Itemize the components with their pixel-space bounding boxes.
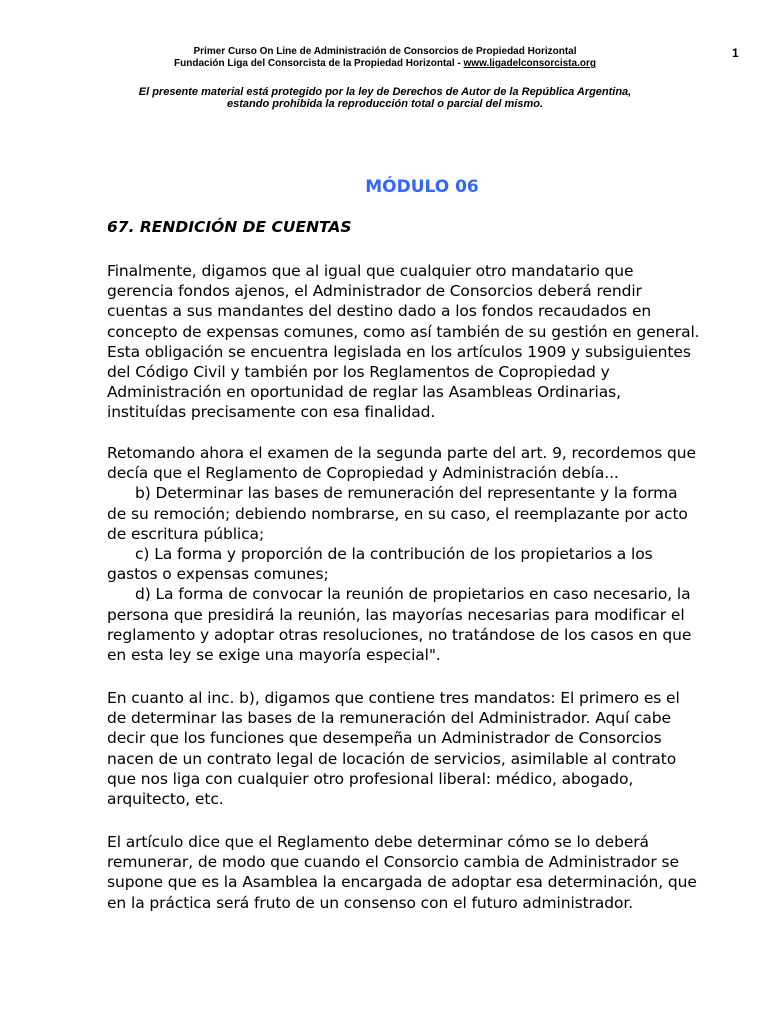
text-line: Finalmente, digamos que al igual que cualquier otro mandatario que <box>107 262 634 280</box>
text-line: en esta ley se exige una mayoría especial". <box>107 646 441 665</box>
text-line: instituídas precisamente con esa finalidad. <box>107 403 436 422</box>
text-line: que nos liga con cualquier otro profesional liberal: médico, abogado, <box>107 769 634 788</box>
text-line: gastos o expensas comunes; <box>107 565 329 584</box>
list-item-c: c) La forma y proporción de la contribución de los propietarios a los <box>135 545 653 564</box>
text-line: cuentas a sus mandantes del destino dado a los fondos recaudados en <box>107 302 652 321</box>
text-line: Esta obligación se encuentra legislada en los artículos 1909 y subsiguientes <box>107 342 691 361</box>
paragraph-3 <box>107 688 747 809</box>
paragraph-4 <box>107 832 747 913</box>
text-line: supone que es la Asamblea la encargada de adoptar esa determinación, que <box>107 873 697 892</box>
copyright-notice-line: El presente material está protegido por la ley de Derechos de Autor de la República Argentina, <box>138 86 632 98</box>
header-website-link[interactable]: www.ligadelconsorcista.org <box>463 58 596 69</box>
text-line: concepto de expensas comunes, como así también de su gestión en general. <box>107 322 700 341</box>
text-line: En cuanto al inc. b), digamos que contiene tres mandatos: El primero es el <box>107 689 680 707</box>
text-line: decir que los funciones que desempeña un Administrador de Consorcios <box>107 729 662 748</box>
header-foundation-name: Fundación Liga del Consorcista de la Propiedad Horizontal - <box>174 58 464 69</box>
copyright-notice-line: estando prohibida la reproducción total o parcial del mismo. <box>227 98 543 110</box>
list-item-b: b) Determinar las bases de remuneración del representante y la forma <box>135 484 678 503</box>
text-line: del Código Civil y también por los Reglamentos de Copropiedad y <box>107 363 610 382</box>
text-line: de escritura pública; <box>107 524 265 543</box>
text-line: arquitecto, etc. <box>107 790 224 809</box>
text-line: El artículo dice que el Reglamento debe determinar cómo se lo deberá <box>107 833 649 851</box>
header-foundation-line <box>100 58 670 70</box>
text-line: en la práctica será fruto de un consenso con el futuro administrador. <box>107 893 634 912</box>
text-line: decía que el Reglamento de Copropiedad y Administración debía... <box>107 464 619 483</box>
section-title: 67. RENDICIÓN DE CUENTAS <box>107 218 352 236</box>
text-line: de determinar las bases de la remuneración del Administrador. Aquí cabe <box>107 709 671 728</box>
list-item-d: d) La forma de convocar la reunión de propietarios en caso necesario, la <box>135 585 691 604</box>
copyright-notice <box>100 86 670 110</box>
text-line: Retomando ahora el examen de la segunda parte del art. 9, recordemos que <box>107 444 696 462</box>
text-line: Administración en oportunidad de reglar las Asambleas Ordinarias, <box>107 383 621 402</box>
text-line: reglamento y adoptar otras resoluciones, no tratándose de los casos en que <box>107 625 692 644</box>
text-line: persona que presidirá la reunión, las mayorías necesarias para modificar el <box>107 605 685 624</box>
paragraph-1 <box>107 261 747 423</box>
module-title: MÓDULO 06 <box>365 177 479 197</box>
page-number: 1 <box>732 46 739 60</box>
header-course-title: Primer Curso On Line de Administración de Consorcios de Propiedad Horizontal <box>193 46 577 57</box>
paragraph-2 <box>107 443 747 665</box>
text-line: de su remoción; debiendo nombrarse, en su caso, el reemplazante por acto <box>107 504 688 523</box>
text-line: gerencia fondos ajenos, el Administrador de Consorcios deberá rendir <box>107 282 642 301</box>
text-line: remunerar, de modo que cuando el Consorcio cambia de Administrador se <box>107 853 679 872</box>
text-line: nacen de un contrato legal de locación de servicios, asimilable al contrato <box>107 749 677 768</box>
